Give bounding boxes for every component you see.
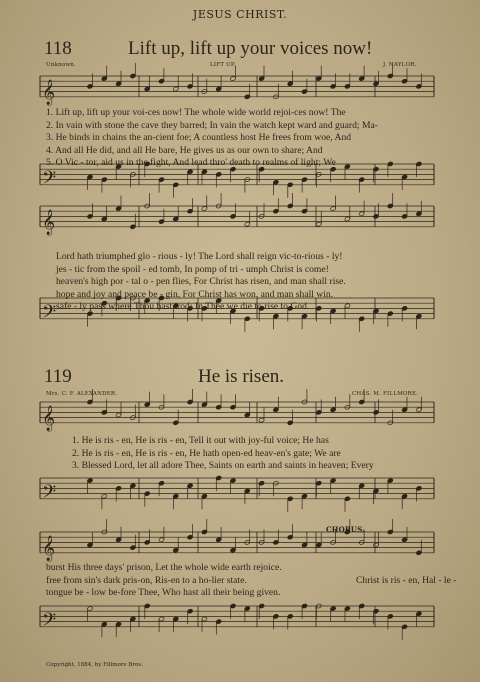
- svg-text:𝄢: 𝄢: [42, 609, 57, 635]
- verse-line: heaven's high por - tal o - pen flies, For Christ has risen, and man shall rise.: [56, 276, 346, 288]
- hymn-118-tune: LIFT UP.: [210, 62, 236, 68]
- hymn-118-composer: J. NAYLOR.: [383, 62, 417, 68]
- verse-line: 1. Lift up, lift up your voi-ces now! The whole wide world rejoi-ces now! The: [46, 107, 346, 118]
- verse-line: 2. In vain with stone the cave they barred; In vain the watch kept ward and guard; Ma-: [46, 119, 378, 131]
- chorus-label: CHORUS.: [326, 525, 365, 534]
- verse-line: safe - ly pass where Thou hast trod; In Thee we die to rise to God.: [56, 301, 310, 313]
- hymn-118-verses-2: [56, 251, 346, 314]
- verse-line: free from sin's dark pris-on, Ris-en to a ho-lier state.: [46, 574, 247, 586]
- hymn-118-author: Unknown.: [46, 62, 76, 68]
- hymn-118-number: 118: [44, 38, 72, 59]
- verse-line: 4. And all He did, and all He bare, He gives us as our own to share; And: [46, 144, 323, 156]
- verse-line: 3. Blessed Lord, let all adore Thee, Saints on earth and saints in heaven; Every: [72, 460, 374, 472]
- verse-line: 3. He binds in chains the an-cient foe; A countless host He frees from woe, And: [46, 132, 352, 144]
- svg-text:𝄞: 𝄞: [42, 79, 56, 105]
- svg-text:𝄞: 𝄞: [42, 535, 56, 561]
- verse-line: Lord hath triumphed glo - rious - ly! The Lord shall reign vic-to-rious - ly!: [56, 251, 343, 262]
- svg-text:𝄞: 𝄞: [42, 405, 56, 431]
- hymn-119-verses-1: [72, 435, 374, 473]
- svg-text:𝄢: 𝄢: [42, 167, 57, 193]
- verse-line: 2. He is ris - en, He is ris - en, He hath open-ed heav-en's gate; We are: [72, 447, 341, 459]
- hymn-119-author: Mrs. C. F. ALEXANDER.: [46, 391, 118, 397]
- hymn-119-composer: CHAS. M. FILLMORE.: [352, 391, 419, 397]
- hymn-118-verses-1: [46, 107, 378, 170]
- verse-line: hope and joy and peace be - gin, For Christ has won, and man shall win.: [56, 288, 334, 300]
- svg-text:𝄞: 𝄞: [42, 209, 56, 235]
- svg-text:𝄢: 𝄢: [42, 481, 57, 507]
- svg-text:𝄢: 𝄢: [42, 301, 57, 327]
- verse-line: tongue be - low be-fore Thee, Who hast all their being given.: [46, 587, 281, 599]
- verse-line: burst His three days' prison, Let the whole wide earth rejoice.: [46, 562, 282, 573]
- copyright-notice: Copyright, 1884, by Fillmore Bros.: [46, 662, 143, 668]
- hymn-119-title: He is risen.: [198, 366, 285, 387]
- hymn-118-title: Lift up, lift up your voices now!: [128, 38, 373, 59]
- verse-line: 1. He is ris - en, He is ris - en, Tell it out with joy-ful voice; He has: [72, 435, 329, 446]
- hymn-119-number: 119: [44, 366, 72, 387]
- verse-line: 5. O Vic - tor, aid us in the fight, And lead thro' death to realms of light; We: [46, 157, 336, 169]
- section-header: JESUS CHRIST.: [192, 8, 288, 21]
- hymn-119-verses-2: [46, 562, 282, 600]
- verse-line: jes - tic from the spoil - ed tomb, In pomp of tri - umph Christ is come!: [56, 263, 329, 275]
- chorus-text: Christ is ris - en, Hal - le -: [356, 575, 457, 586]
